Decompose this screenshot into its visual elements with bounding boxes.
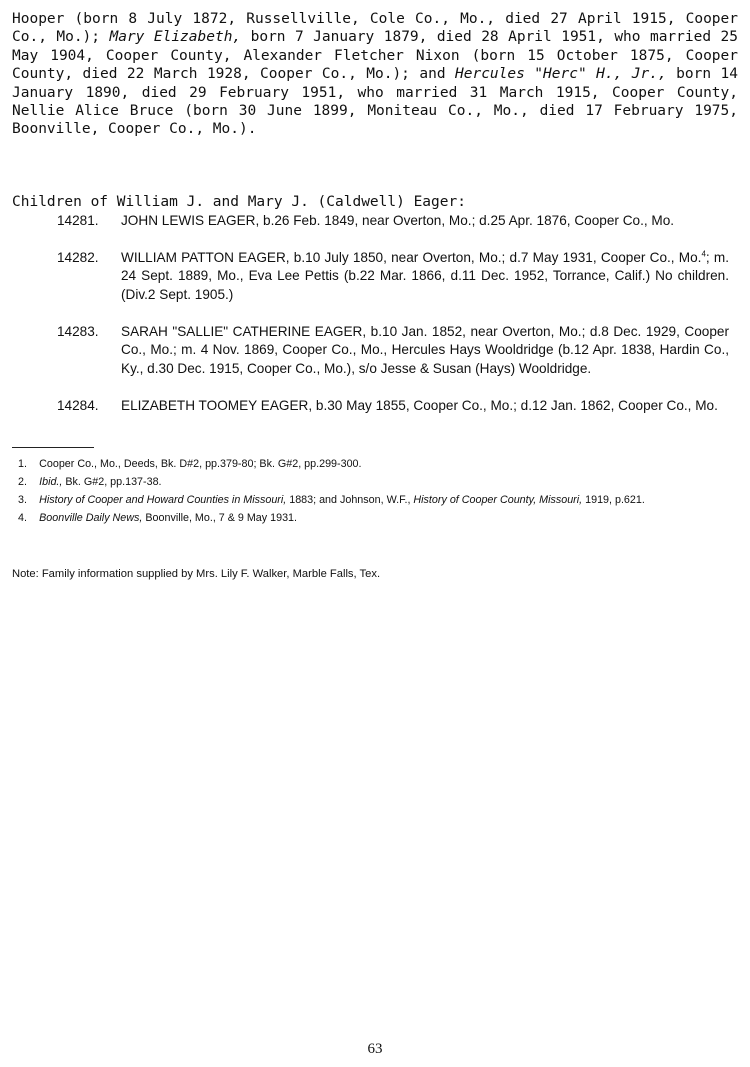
- intro-text-3: born 14 January 1890, died 29 February 1951, who married 31 March 1915, Cooper County, Nellie Alice Bruce (born 30 June 1899, Moniteau Co., Mo., died 17 February 1975, Boonville, Cooper Co., Mo.).: [12, 66, 738, 138]
- footnotes: [18, 455, 709, 527]
- footnote-divider: [12, 447, 94, 448]
- entry-number: 14284.: [57, 398, 99, 413]
- child-name-mary-elizabeth: Mary Elizabeth,: [109, 29, 242, 46]
- source-note: Note: Family information supplied by Mrs. Lily F. Walker, Marble Falls, Tex.: [12, 568, 381, 580]
- footnote-ref: 4: [701, 249, 706, 259]
- footnote: 1. Cooper Co., Mo., Deeds, Bk. D#2, pp.379-80; Bk. G#2, pp.299-300.: [18, 458, 362, 470]
- entry-text: SARAH "SALLIE" CATHERINE EAGER, b.10 Jan. 1852, near Overton, Mo.; d.8 Dec. 1929, Cooper Co., Mo.; m. 4 Nov. 1869, Cooper Co., Mo., Hercules Hays Wooldridge (b.12 Apr. 1838, Hardin Co., Ky., d.30 Dec. 1915, Cooper Co., Mo.), s/o Jesse & Susan (Hays) Wooldridge.: [121, 324, 729, 376]
- footnote: 4. Boonville Daily News, Boonville, Mo., 7 & 9 May 1931.: [18, 512, 298, 524]
- entry-number: 14283.: [57, 324, 99, 339]
- intro-text-2: born 7 January 1879, died 28 April 1951, who married 25 May 1904, Cooper County, Alexander Fletcher Nixon (born 15 October 1875, Cooper County, died 22 March 1928, Cooper Co., Mo.); and: [12, 29, 738, 83]
- footnote: 2. Ibid., Bk. G#2, pp.137-38.: [18, 476, 162, 488]
- intro-paragraph: [12, 10, 738, 139]
- entry-text: ELIZABETH TOOMEY EAGER, b.30 May 1855, Cooper Co., Mo.; d.12 Jan. 1862, Cooper Co., Mo.: [121, 398, 718, 413]
- entry-text: JOHN LEWIS EAGER, b.26 Feb. 1849, near Overton, Mo.; d.25 Apr. 1876, Cooper Co., Mo.: [121, 213, 675, 228]
- child-name-hercules: Hercules "Herc" H., Jr.,: [455, 66, 667, 83]
- intro-text-1: Hooper (born 8 July 1872, Russellville, Cole Co., Mo., died 27 April 1915, Cooper Co., Mo.);: [12, 11, 738, 46]
- page-number: 63: [367, 1041, 383, 1057]
- footnote: 3. History of Cooper and Howard Counties in Missouri, 1883; and Johnson, W.F., History of Cooper County, Missouri, 1919, p.621.: [18, 494, 645, 506]
- entry-number: 14281.: [57, 213, 99, 228]
- entry-number: 14282.: [57, 250, 99, 265]
- entry-text: WILLIAM PATTON EAGER, b.10 July 1850, near Overton, Mo.; d.7 May 1931, Cooper Co., Mo.$^4$; m. 24 Sept. 1889, Mo., Eva Lee Pettis (b.22 Mar. 1866, d.11 Dec. 1952, Torrance, Calif.) No children. (Div.2 Sept. 1905.): [121, 249, 730, 302]
- children-heading: Children of William J. and Mary J. (Caldwell) Eager:: [12, 194, 466, 210]
